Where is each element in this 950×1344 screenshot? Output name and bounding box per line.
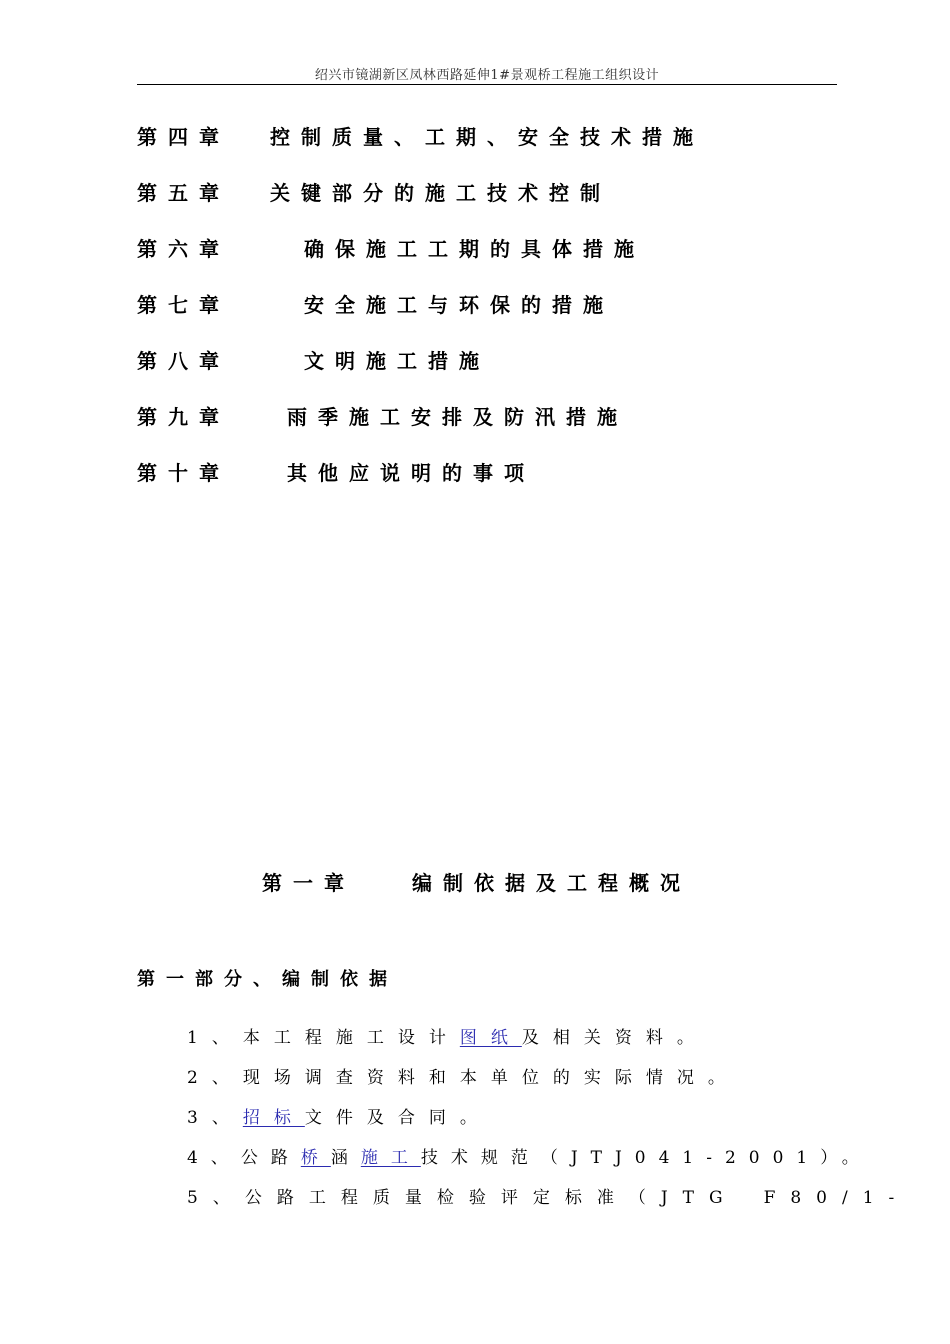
toc-entry-chapter-7[interactable] bbox=[137, 289, 614, 318]
item-text: 及相关资料。 bbox=[521, 1028, 708, 1048]
toc-entry-chapter-9[interactable] bbox=[137, 401, 628, 430]
basis-item-1 bbox=[187, 1023, 708, 1048]
chapter-heading bbox=[262, 867, 691, 896]
basis-item-2 bbox=[187, 1063, 739, 1088]
toc-chapter-label: 第八章 bbox=[137, 349, 230, 373]
item-number: 5、 bbox=[187, 1188, 245, 1208]
toc-chapter-title: 文明施工措施 bbox=[304, 349, 490, 373]
toc-chapter-label: 第五章 bbox=[137, 181, 230, 205]
toc-chapter-title: 其他应说明的事项 bbox=[287, 461, 535, 485]
toc-chapter-title: 确保施工工期的具体措施 bbox=[304, 237, 645, 261]
chapter-title: 编制依据及工程概况 bbox=[412, 871, 691, 895]
toc-chapter-label: 第六章 bbox=[137, 237, 230, 261]
toc-chapter-label: 第四章 bbox=[137, 125, 230, 149]
toc-chapter-title: 雨季施工安排及防汛措施 bbox=[287, 405, 628, 429]
item-number: 3、 bbox=[187, 1108, 243, 1128]
item-text: F80/1- bbox=[763, 1188, 910, 1208]
toc-entry-chapter-4[interactable] bbox=[137, 121, 704, 150]
basis-item-5 bbox=[187, 1183, 909, 1208]
toc-chapter-title: 控制质量、工期、安全技术措施 bbox=[270, 125, 704, 149]
construction-link[interactable]: 施工 bbox=[360, 1148, 421, 1168]
item-text: 公路 bbox=[240, 1148, 301, 1168]
toc-entry-chapter-5[interactable] bbox=[137, 177, 611, 206]
header-divider bbox=[137, 84, 837, 85]
item-text: 公路工程质量检验评定标准（JTG bbox=[244, 1188, 738, 1208]
section-heading: 第一部分、编制依据 bbox=[137, 969, 398, 990]
toc-chapter-label: 第九章 bbox=[137, 405, 230, 429]
item-text: 文件及合同。 bbox=[304, 1108, 491, 1128]
toc-chapter-label: 第十章 bbox=[137, 461, 230, 485]
item-text: 技术规范（JTJ041-2001）。 bbox=[420, 1148, 872, 1168]
toc-entry-chapter-6[interactable] bbox=[137, 233, 645, 262]
page-header: 绍兴市镜湖新区凤林西路延伸1#景观桥工程施工组织设计 bbox=[314, 68, 660, 83]
basis-item-3 bbox=[187, 1103, 491, 1128]
toc-entry-chapter-10[interactable] bbox=[137, 457, 535, 486]
drawings-link[interactable]: 图纸 bbox=[459, 1028, 522, 1048]
toc-chapter-label: 第七章 bbox=[137, 293, 230, 317]
item-text: 现场调查资料和本单位的实际情况。 bbox=[242, 1068, 739, 1088]
toc-chapter-title: 关键部分的施工技术控制 bbox=[270, 181, 611, 205]
chapter-label: 第一章 bbox=[262, 871, 355, 895]
item-text: 本工程施工设计 bbox=[242, 1028, 460, 1048]
tender-link[interactable]: 招标 bbox=[242, 1108, 305, 1128]
basis-item-4 bbox=[187, 1143, 872, 1168]
item-number: 4、 bbox=[187, 1148, 241, 1168]
item-text: 涵 bbox=[330, 1148, 361, 1168]
toc-entry-chapter-8[interactable] bbox=[137, 345, 490, 374]
item-number: 1、 bbox=[187, 1028, 243, 1048]
bridge-link[interactable]: 桥 bbox=[300, 1148, 331, 1168]
toc-chapter-title: 安全施工与环保的措施 bbox=[304, 293, 614, 317]
item-number: 2、 bbox=[187, 1068, 243, 1088]
